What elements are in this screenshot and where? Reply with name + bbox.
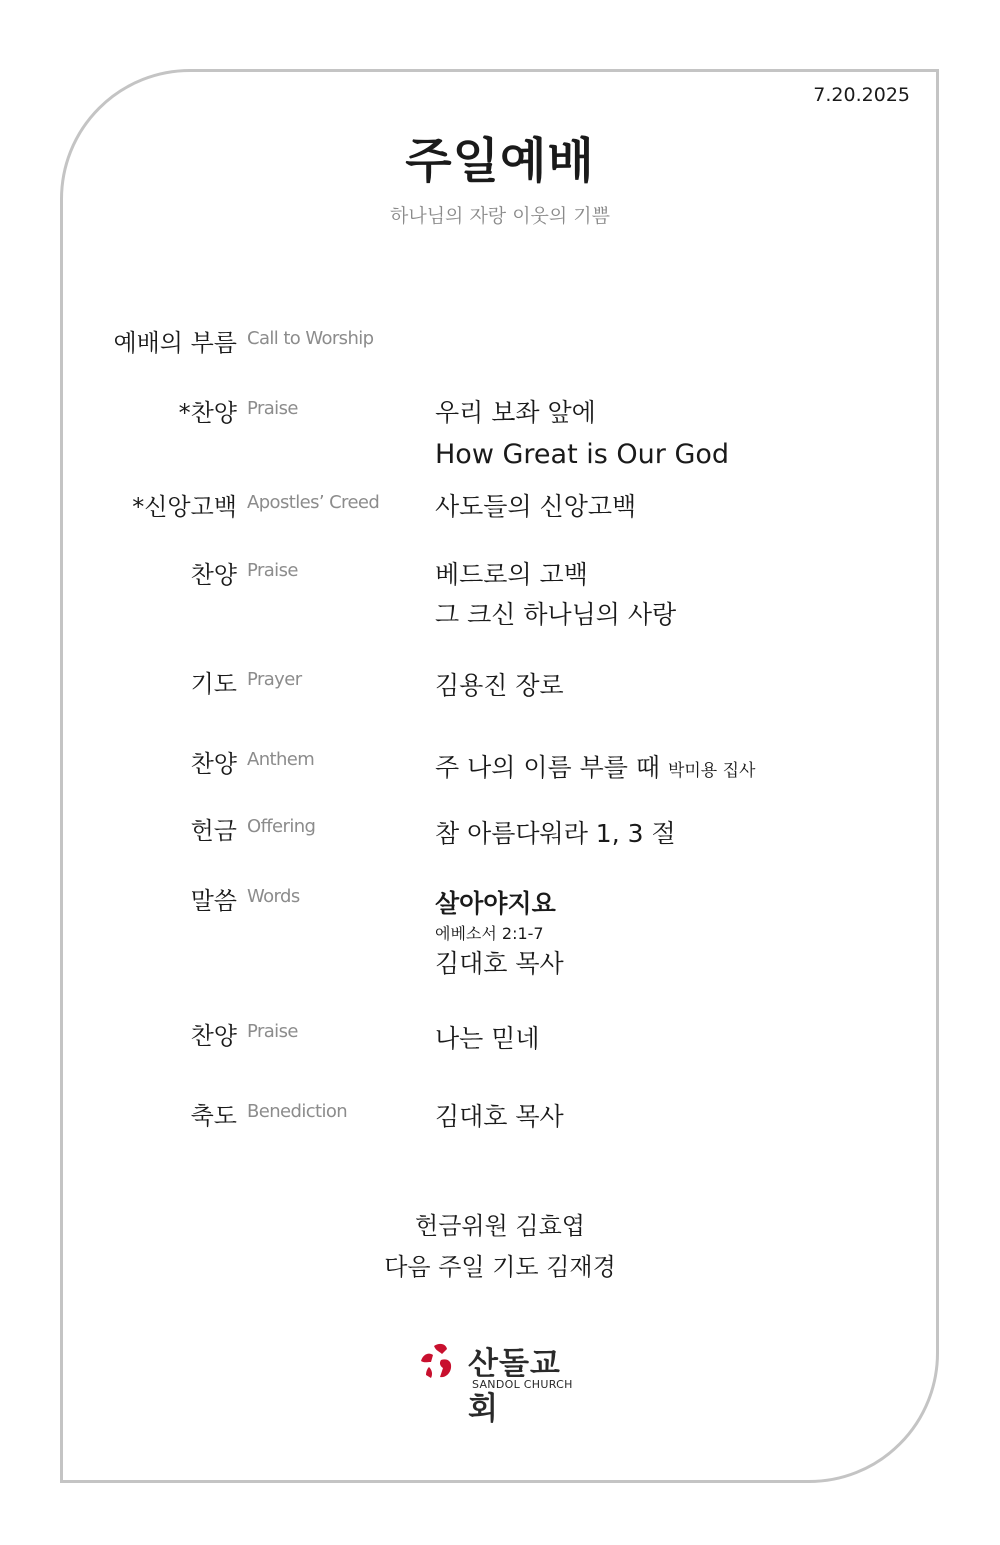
order-label: *신앙고백 [132, 493, 237, 521]
order-label: 찬양 [190, 750, 237, 778]
order-label-english: Praise [247, 398, 298, 419]
song-title: 그 크신 하나님의 사랑 [435, 600, 677, 629]
anthem-title: 주 나의 이름 부를 때 [435, 753, 660, 782]
order-label-english: Prayer [247, 669, 302, 690]
order-label-english: Offering [247, 816, 316, 837]
sermon-title: 살아야지요 [435, 889, 556, 918]
order-label: 찬양 [190, 561, 237, 589]
order-label: 예배의 부름 [113, 329, 237, 357]
service-date: 7.20.2025 [813, 84, 910, 106]
order-label: 찬양 [190, 1022, 237, 1050]
order-label: 헌금 [190, 817, 237, 845]
song-title: 우리 보좌 앞에 [435, 398, 596, 427]
church-name: 산돌교회 [468, 1346, 561, 1427]
prayer-leader: 김용진 장로 [435, 671, 564, 700]
song-title: How Great is Our God [435, 439, 730, 470]
order-label-english: Benediction [247, 1101, 348, 1122]
next-week-prayer: 다음 주일 기도 김재경 [384, 1253, 616, 1281]
order-label: 기도 [190, 670, 237, 698]
page-title: 주일예배 [405, 133, 595, 189]
order-label-english: Praise [247, 560, 298, 581]
offering-committee: 헌금위원 김효엽 [415, 1212, 585, 1240]
church-logo [420, 1338, 590, 1427]
creed-title: 사도들의 신앙고백 [435, 492, 637, 521]
preacher: 김대호 목사 [435, 949, 564, 978]
order-label-english: Praise [247, 1021, 298, 1042]
order-label: *찬양 [178, 399, 237, 427]
order-label: 말씀 [190, 887, 237, 915]
anthem-performer: 박미용 집사 [667, 761, 756, 781]
page-subtitle: 하나님의 자랑 이웃의 기쁨 [389, 205, 610, 227]
order-label-english: Words [247, 886, 300, 907]
church-logo-icon [420, 1340, 462, 1382]
anthem-line [435, 748, 755, 784]
song-title: 나는 믿네 [435, 1024, 540, 1053]
benediction-leader: 김대호 목사 [435, 1102, 564, 1131]
order-label-english: Apostles’ Creed [247, 492, 380, 513]
scripture-reference: 에베소서 2:1-7 [435, 924, 544, 943]
song-title: 베드로의 고백 [435, 560, 588, 589]
order-label: 축도 [190, 1102, 237, 1130]
order-label-english: Call to Worship [247, 328, 374, 349]
church-name-english: SANDOL CHURCH [472, 1378, 573, 1391]
offering-hymn: 참 아름다워라 1, 3 절 [435, 819, 676, 848]
order-label-english: Anthem [247, 749, 315, 770]
